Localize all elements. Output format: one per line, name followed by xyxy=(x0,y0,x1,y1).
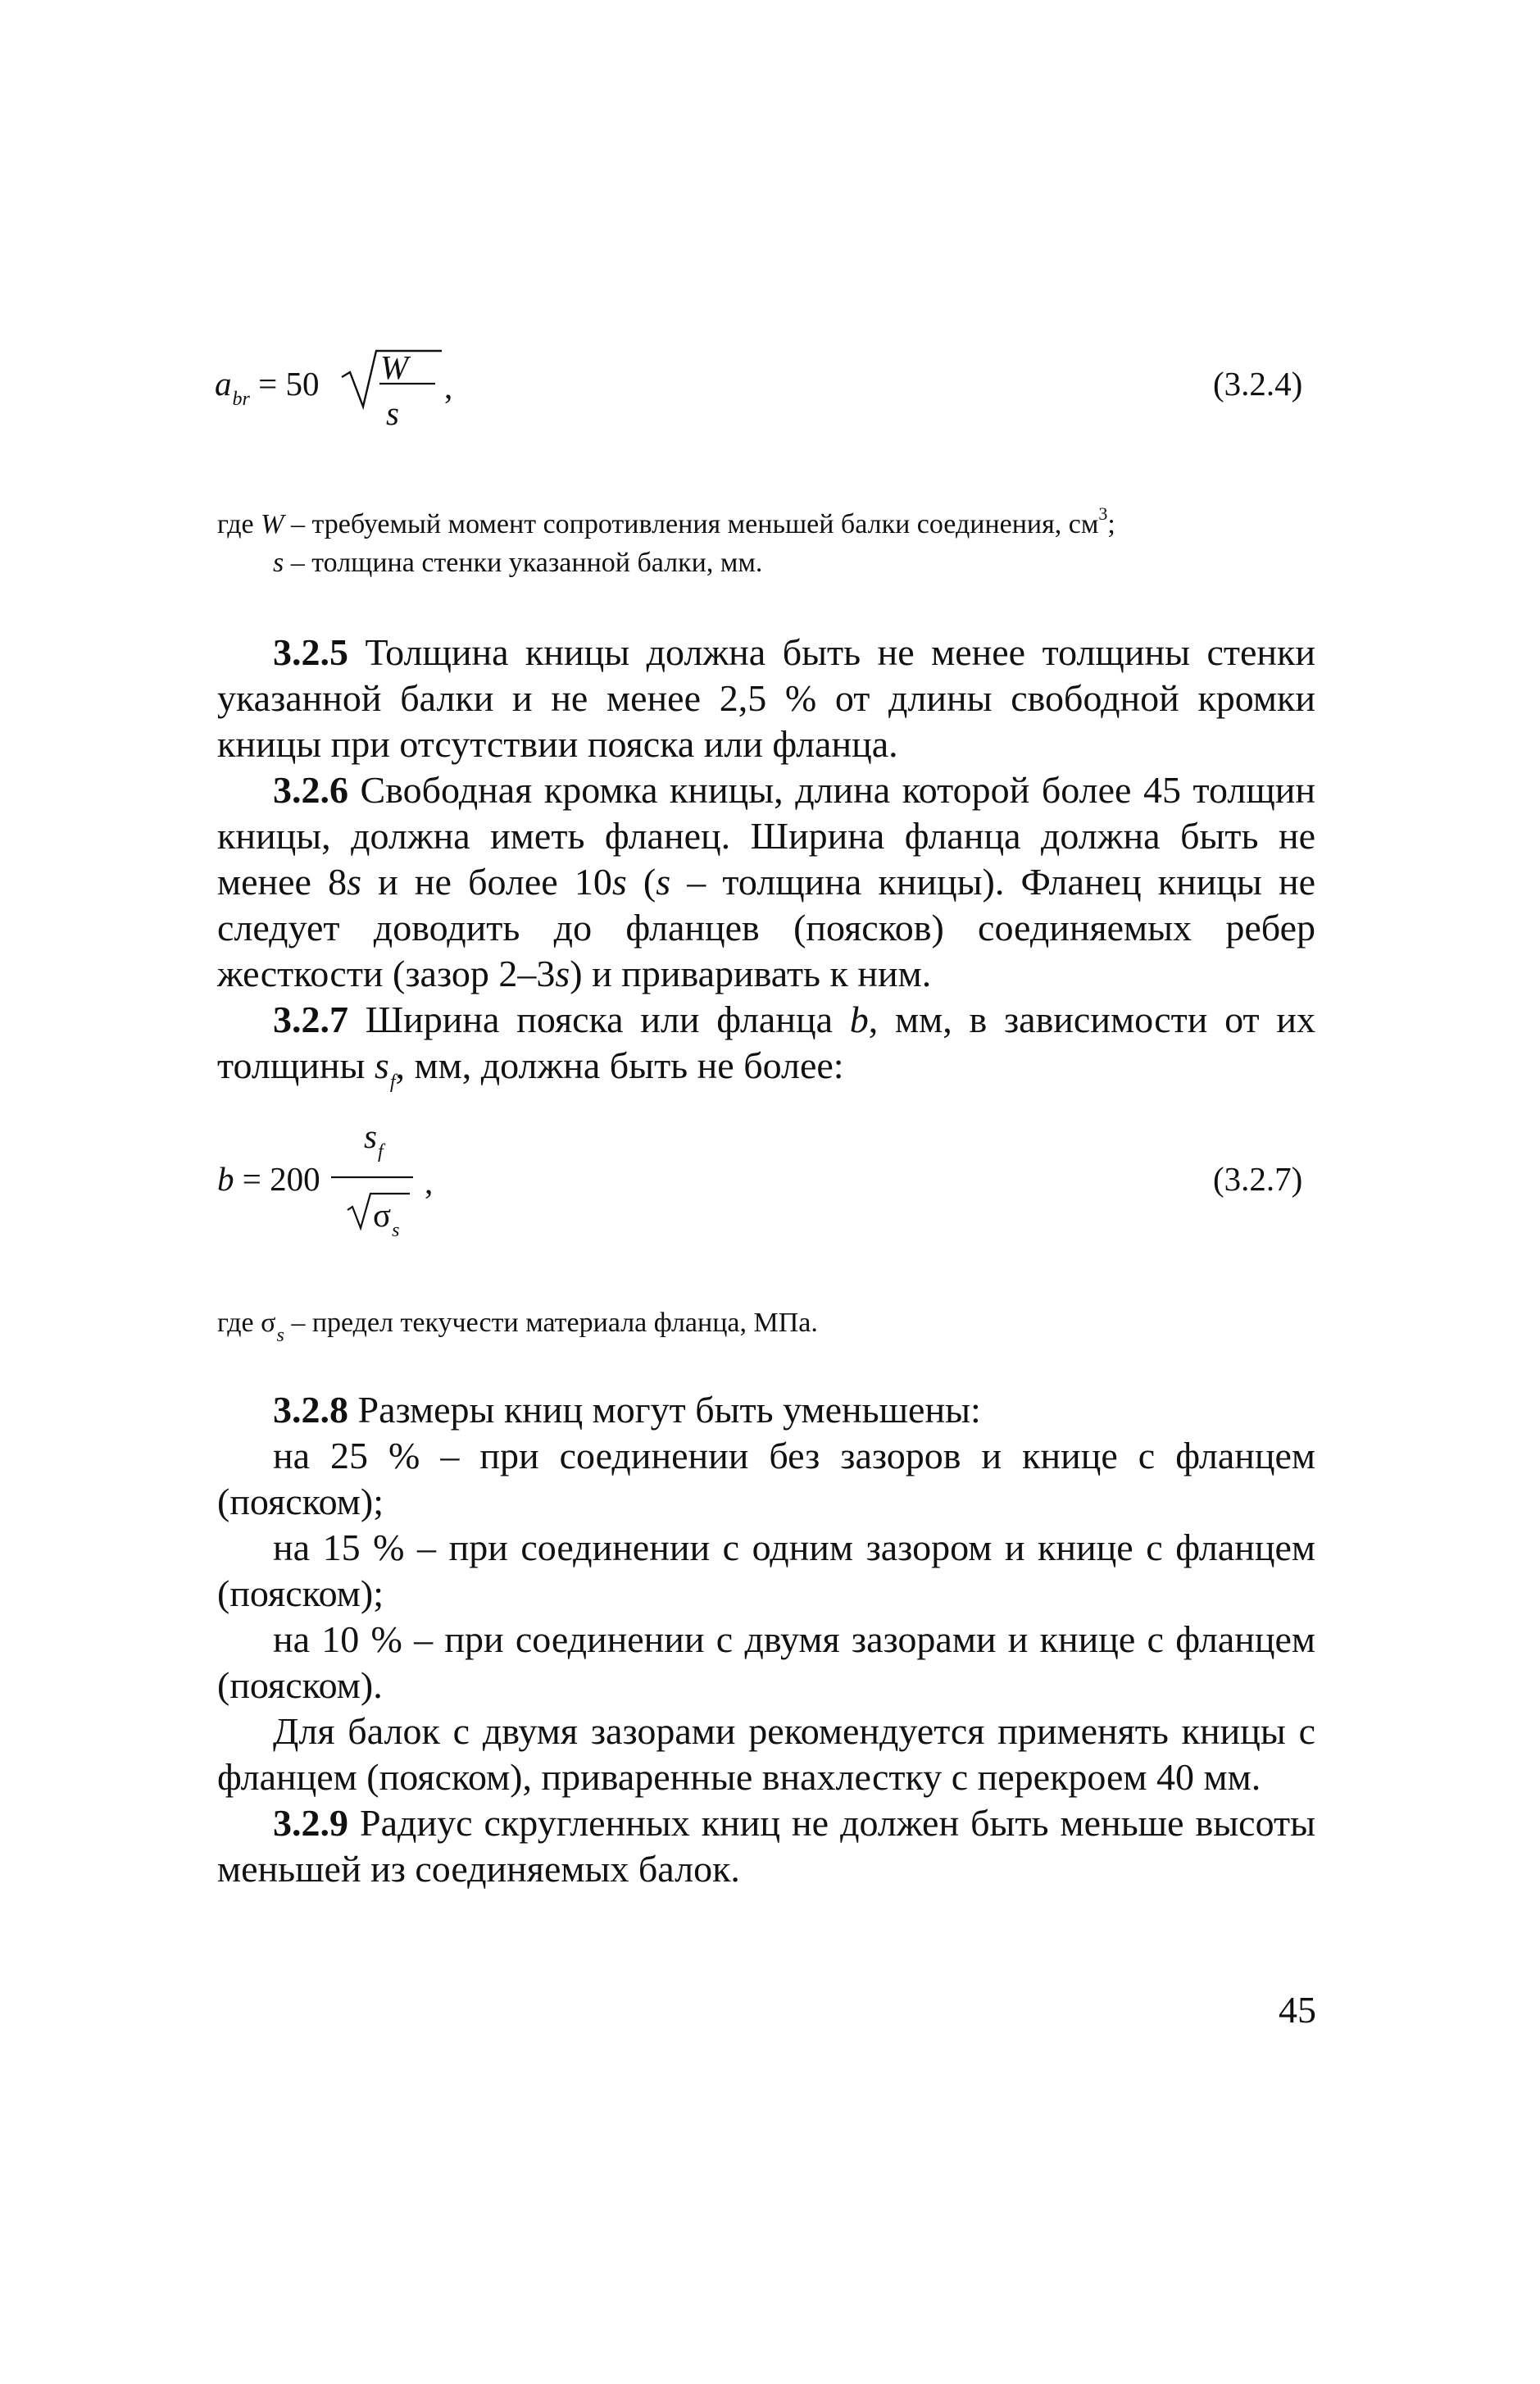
var-b: b xyxy=(849,999,869,1040)
where-text-w: – требуемый момент сопротивления меньшей балки соединения, см xyxy=(284,509,1099,539)
formula-lhs-sub: br xyxy=(232,389,250,410)
var-s: s xyxy=(347,861,362,903)
section-3-2-5 xyxy=(217,630,1315,767)
sections-325-327 xyxy=(217,630,1315,1095)
formula-3-2-4 xyxy=(215,365,320,410)
where-prefix: где xyxy=(217,509,261,539)
section-3-2-7 xyxy=(217,997,1315,1095)
where-line-s xyxy=(273,540,762,586)
where-end: ; xyxy=(1107,509,1115,539)
section-number: 3.2.8 xyxy=(273,1389,348,1431)
fraction-numerator xyxy=(364,1117,384,1162)
denominator-sub: s xyxy=(392,1220,400,1241)
section-number: 3.2.5 xyxy=(273,631,348,673)
where-text: – предел текучести материала фланца, МПа. xyxy=(284,1308,818,1338)
equation-number-3-2-4: (3.2.4) xyxy=(1213,365,1303,403)
where-line-sigma xyxy=(217,1300,818,1349)
section-text: Размеры книц могут быть уменьшены: xyxy=(348,1389,981,1431)
section-text: Свободная кромка кницы, длина которой более 45 толщин кницы, должна иметь фланец. Ширина фланца должна быть не менее 8 xyxy=(217,769,1315,903)
var-s: s xyxy=(374,1044,389,1086)
section-text: Радиус скругленных книц не должен быть меньше высоты меньшей из соединяемых балок. xyxy=(217,1802,1315,1890)
where-sup: 3 xyxy=(1098,503,1108,524)
fraction-denominator: s xyxy=(386,394,399,432)
section-text: и не более 10 xyxy=(361,861,612,903)
formula-trail: , xyxy=(425,1163,434,1201)
section-number: 3.2.6 xyxy=(273,769,348,811)
list-item: на 10 % – при соединении с двумя зазорами и книце с фланцем (пояском). xyxy=(217,1618,1315,1706)
section-text: , мм, в зависимости от их толщины xyxy=(217,999,1315,1086)
section-text: , мм, должна быть не более: xyxy=(395,1044,844,1086)
formula-lhs-var: a xyxy=(215,365,232,403)
var-s: s xyxy=(611,861,627,903)
section-number: 3.2.9 xyxy=(273,1802,348,1844)
section-note: Для балок с двумя зазорами рекомендуется применять кницы с фланцем (пояском), приваренные внахлестку с перекроем 40 мм. xyxy=(217,1710,1315,1798)
formula-lhs: b xyxy=(217,1160,234,1198)
var-sub-f: f xyxy=(389,1071,396,1093)
formula-trail: , xyxy=(444,368,453,406)
denominator-var: σ xyxy=(373,1196,392,1234)
formula-equals-coef: = 50 xyxy=(258,365,320,403)
section-number: 3.2.7 xyxy=(273,999,348,1040)
section-3-2-6 xyxy=(217,767,1315,997)
var-s: s xyxy=(555,953,570,994)
where-text-s: – толщина стенки указанной балки, мм. xyxy=(284,548,763,578)
section-text: Ширина пояска или фланца xyxy=(348,999,850,1040)
fraction-numerator: W xyxy=(380,348,409,386)
numerator-var: s xyxy=(364,1117,377,1155)
equation-number-3-2-7: (3.2.7) xyxy=(1213,1160,1303,1198)
section-text: ) и приваривать к ним. xyxy=(570,953,932,994)
numerator-sub: f xyxy=(377,1141,384,1162)
list-item: на 25 % – при соединении без зазоров и книце с фланцем (пояском); xyxy=(217,1435,1315,1522)
fraction-denominator xyxy=(373,1196,400,1241)
list-item: на 15 % – при соединении с одним зазором и книце с фланцем (пояском); xyxy=(217,1526,1315,1614)
section-text: ( xyxy=(626,861,656,903)
page-number: 45 xyxy=(1279,1989,1316,2031)
where-var-w: W xyxy=(261,509,284,539)
formula-3-2-7 xyxy=(217,1162,320,1196)
section-3-2-8 xyxy=(217,1387,1315,1433)
sections-328-329 xyxy=(217,1387,1315,1892)
where-var-s: s xyxy=(273,548,284,578)
where-prefix: где σ xyxy=(217,1308,276,1338)
var-s: s xyxy=(656,861,671,903)
formula-equals-coef: = 200 xyxy=(242,1160,320,1198)
section-3-2-9 xyxy=(217,1800,1315,1892)
section-text: – толщина кницы). Фланец кницы не следует доводить до фланцев (поясков) соединяемых ребер жесткости (зазор 2–3 xyxy=(217,861,1315,994)
where-sub: s xyxy=(276,1325,284,1346)
section-text: Толщина кницы должна быть не менее толщины стенки указанной балки и не менее 2,5 % от длины свободной кромки кницы при отсутствии пояска или фланца. xyxy=(217,631,1315,765)
